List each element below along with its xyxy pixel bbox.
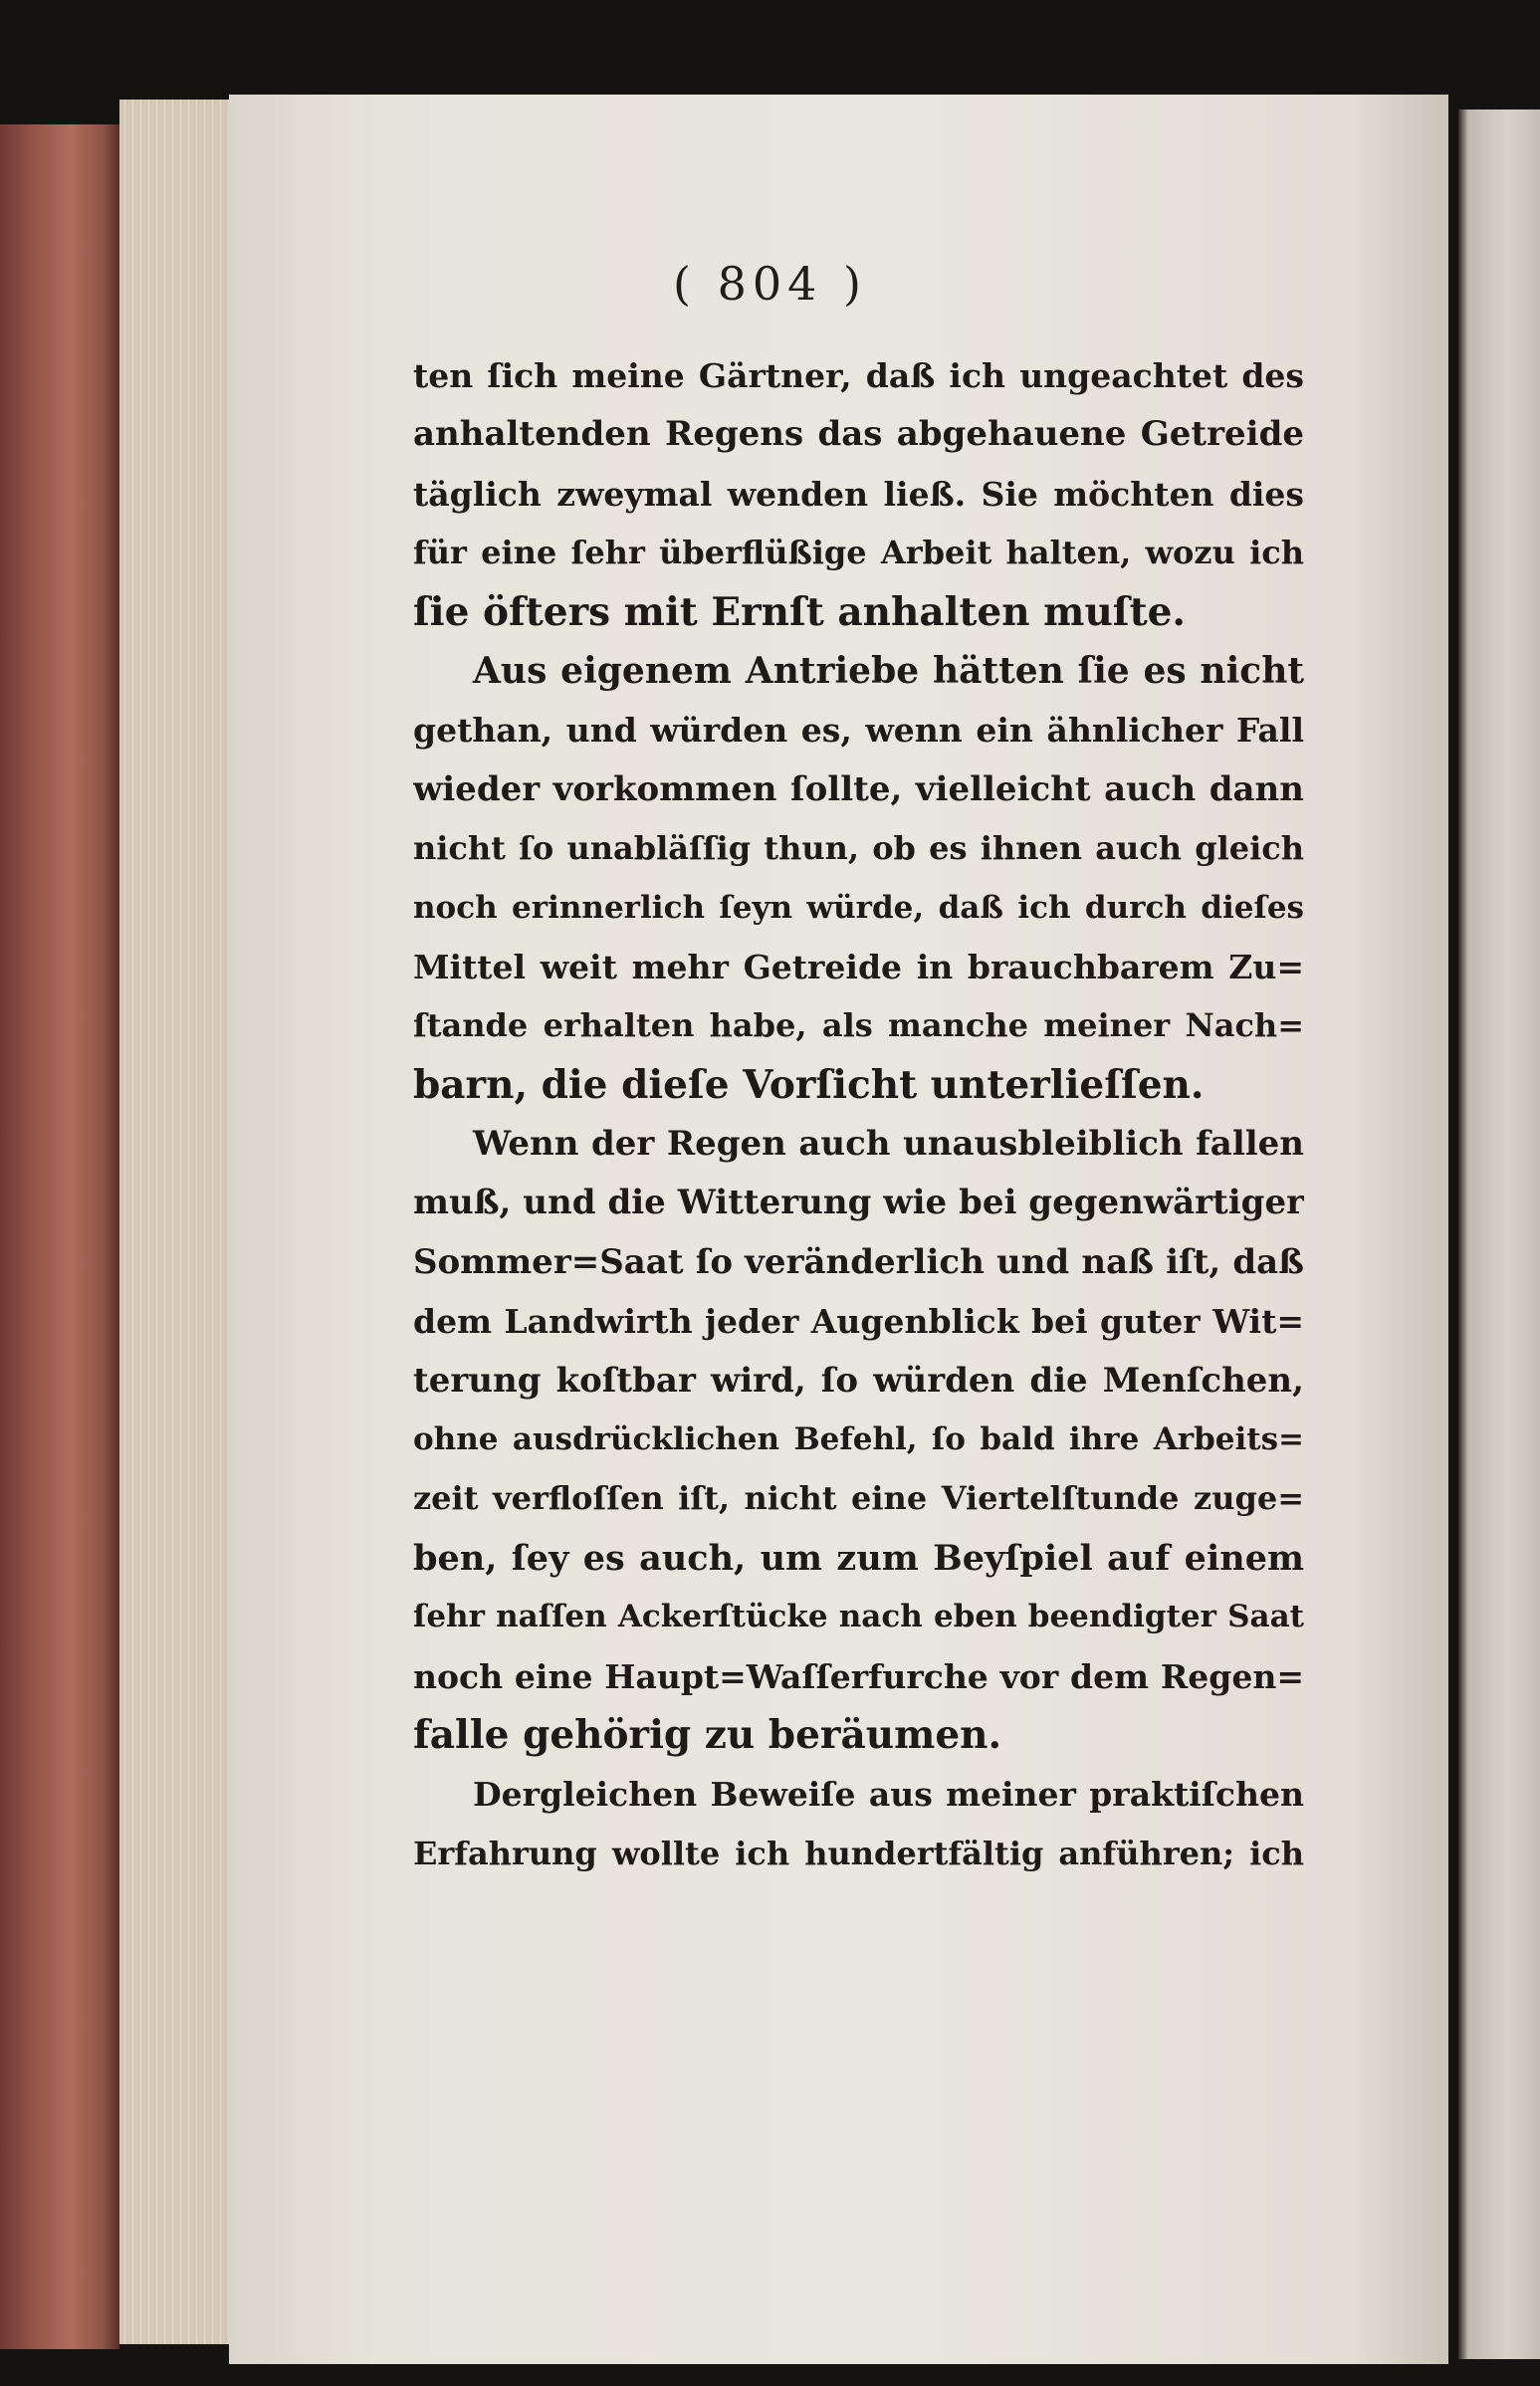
text-line: nicht ſo unabläſſig thun, ob es ihnen auch gleich [413,829,1304,868]
text-line: Aus eigenem Antriebe hätten ſie es nicht [473,649,1304,692]
text-line: täglich zweymal wenden ließ. Sie möchten dies [413,474,1304,514]
text-line: ten ſich meine Gärtner, daß ich ungeachtet des [413,356,1304,395]
text-line: wieder vorkommen ſollte, vielleicht auch dann [413,768,1304,809]
text-line: ſtande erhalten habe, als manche meiner Nach= [413,1006,1304,1045]
text-line: zeit verfloſſen iſt, nicht eine Viertelſtunde zuge= [413,1479,1304,1518]
page-edge-red [0,124,119,2349]
text-line: ſie öfters mit Ernſt anhalten muſte. [413,588,1186,635]
text-line: noch erinnerlich ſeyn würde, daß ich durch dieſes [413,889,1304,926]
text-line: gethan, und würden es, wenn ein ähnlicher Fall [413,711,1304,751]
text-line: Dergleichen Beweiſe aus meiner praktiſchen [473,1775,1304,1815]
body-text [413,346,1304,1883]
text-line: Wenn der Regen auch unausbleiblich fallen [473,1124,1304,1165]
page-number: ( 804 ) [673,257,867,311]
text-line: falle gehörig zu beräumen. [413,1711,1002,1758]
text-line: Sommer=Saat ſo veränderlich und naß iſt, daß [413,1241,1304,1282]
text-line: ohne ausdrücklichen Befehl, ſo bald ihre Arbeits= [413,1421,1304,1458]
facing-page-edge [1458,109,1540,2359]
text-line: Mittel weit mehr Getreide in brauchbarem Zu= [413,947,1304,986]
text-line: für eine ſehr überflüßige Arbeit halten, wozu ich [413,534,1304,572]
text-line: terung koſtbar wird, ſo würden die Menſchen, [413,1360,1304,1401]
text-line: muß, und die Witterung wie bei gegenwärtiger [413,1183,1304,1223]
page-edge-stack [119,100,234,2344]
text-line: anhaltenden Regens das abgehauene Getreide [413,414,1304,455]
text-line: noch eine Haupt=Waſſerfurche vor dem Regen= [413,1656,1304,1696]
text-line: dem Landwirth jeder Augenblick bei guter Wit= [413,1302,1304,1342]
text-line: ben, ſey es auch, um zum Beyſpiel auf einem [413,1537,1304,1579]
text-line: ſehr naſſen Ackerſtücke nach eben beendigter Saat [413,1599,1304,1635]
text-line: barn, die dieſe Vorſicht unterlieſſen. [413,1061,1205,1108]
text-line: Erfahrung wollte ich hundertfältig anführen; ich [413,1834,1304,1872]
